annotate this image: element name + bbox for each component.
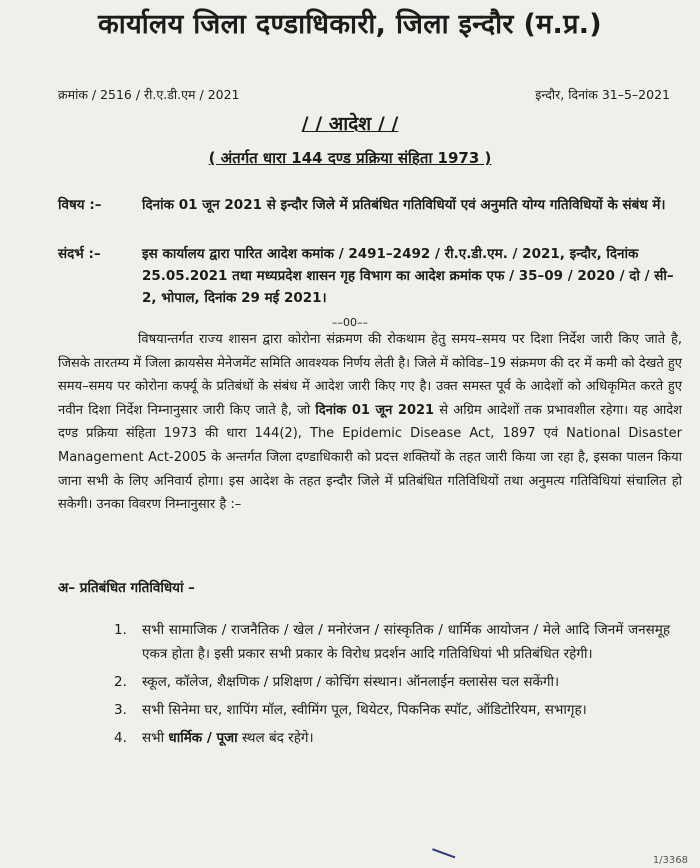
list-item: 4. सभी धार्मिक / पूजा स्थल बंद रहेगे। [114, 730, 314, 746]
reference-label: संदर्भ :– [58, 246, 101, 262]
prohibited-list [114, 618, 670, 754]
reference-text: इस कार्यालय द्वारा पारित आदेश कमांक / 2491–2492 / री.ए.डी.एम. / 2021, इन्दौर, दिनांक 25.05.2021 तथा मध्यप्रदेश शासन गृह विभाग का आदेश क्रमांक एफ / 35–09 / 2020 / दो / सी–2, भोपाल, दिनांक 29 मई 2021। [142, 246, 674, 306]
page-footnote: 1/3368 [652, 855, 688, 866]
section-heading: ( अंतर्गत धारा 144 दण्ड प्रक्रिया संहिता 1973 ) [208, 149, 492, 167]
list-item: 2. स्कूल, कॉलेज, शैक्षणिक / प्रशिक्षण / कोचिंग संस्थान। ऑनलाईन क्लासेस चल सकेंगी। [114, 674, 560, 690]
reference-line [58, 86, 670, 103]
subject-text: दिनांक 01 जून 2021 से इन्दौर जिले में प्रतिबंधित गतिविधियों एवं अनुमति योग्य गतिविधियों के संबंध में। [142, 197, 666, 213]
prohibited-activities-heading: अ– प्रतिबंधित गतिविधियां – [58, 580, 195, 596]
effective-date: दिनांक 01 जून 2021 [315, 402, 435, 418]
body-paragraph: विषयान्तर्गत राज्य शासन द्वारा कोरोना संक्रमण की रोकथाम हेतु समय–समय पर दिशा निर्देश जारी किए जाते है, जिसके तारतम्य में जिला क्रायसेस मेनेजमेंट समिति आवश्यक निर्णय लेती है। जिले में कोविड–19 संक्रमण की दर में कमी को देखते हुए समय–समय पर कोरोना कर्फ्यू के प्रतिबंधों के संबंध में आदेश जारी किए गए है। उक्त समस्त पूर्व के आदेशों को अधिकृमित करते हुए नवीन दिशा निर्देश निम्नानुसार जारी किए जाते है, जो दिनांक 01 जून 2021 से अग्रिम आदेशों तक प्रभावशील रहेगा। यह आदेश दण्ड प्रक्रिया संहिता 1973 की धारा 144(2), The Epidemic Disease Act, 1897 एवं National Disaster Management Act-2005 के अन्तर्गत जिला दण्डाधिकारी को प्रदत्त शक्तियों के तहत जारी किया जा रहा है, इसका पालन किया जाना सभी के लिए अनिवार्य होगा। इस आदेश के तहत इन्दौर जिले में प्रतिबंधित गतिविधियों तथा अनुमत्य गतिविधियां संचालित हो सकेगी। उनका विवरण निम्नानुसार है :– [58, 332, 682, 513]
reference-row [58, 243, 682, 309]
office-header: कार्यालय जिला दण्डाधिकारी, जिला इन्दौर (म.प्र.) [98, 9, 602, 40]
list-item: 3. सभी सिनेमा घर, शापिंग मॉल, स्वीमिंग पूल, थियेटर, पिकनिक स्पॉट, ऑडिटोरियम, सभागृह। [114, 702, 587, 718]
separator: ––00–– [332, 316, 368, 329]
list-item: 1. सभी सामाजिक / राजनैतिक / खेल / मनोरंजन / सांस्कृतिक / धार्मिक आयोजन / मेले आदि जिनमें जनसमूह एकत्र होता है। इसी प्रकार सभी प्रकार के विरोध प्रदर्शन आदि गतिविधियां भी प्रतिबंधित रहेगी। [114, 622, 670, 662]
place-date: इन्दौर, दिनांक 31–5–2021 [535, 87, 670, 102]
subject-row [58, 194, 682, 216]
order-heading: / / आदेश / / [301, 113, 399, 135]
subject-label: विषय :– [58, 197, 102, 213]
pen-mark [429, 848, 456, 867]
order-number: क्रमांक / 2516 / री.ए.डी.एम / 2021 [58, 87, 240, 102]
